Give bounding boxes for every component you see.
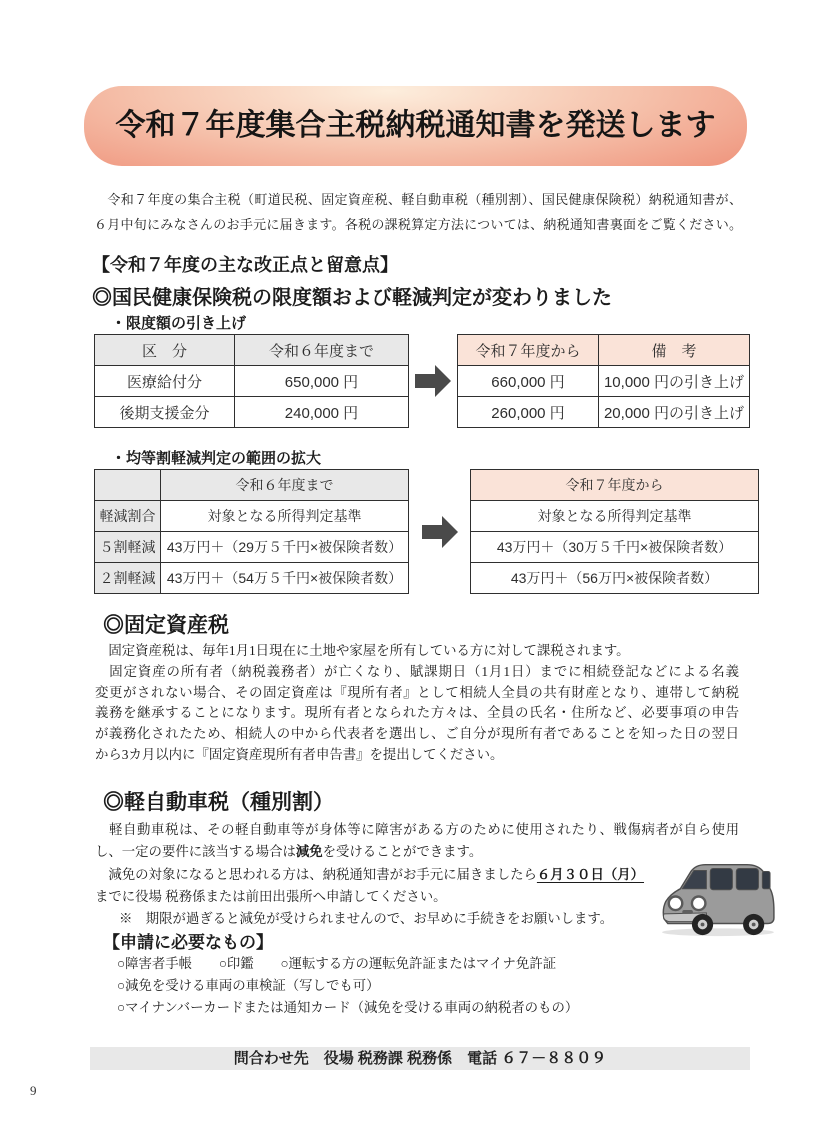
pt-line: 変更がされない場合、その固定資産は『現所有者』として相続人全員の共有財産となり、連帯して納税 [95, 684, 739, 700]
vt-bold-term: 減免 [295, 844, 323, 860]
reduction-before-cell: 43万円＋（54万５千円×被保険者数） [161, 563, 409, 594]
limit-after-cell: 10,000 円の引き上げ [599, 366, 750, 397]
arrow-gap [409, 516, 470, 548]
limit-tables-row [94, 334, 750, 428]
page-title: 令和７年度集合主税納税通知書を発送します [115, 109, 716, 142]
nhi-heading: ◎国民健康保険税の限度額および軽減判定が変わりました [92, 287, 612, 309]
list-item: ○障害者手帳 ○印鑑 ○運転する方の運転免許証またはマイナ免許証 [117, 956, 557, 971]
intro-line-2: ６月中旬にみなさんのお手元に届きます。各税の課税算定方法については、納税通知書裏面をご覧ください。 [94, 217, 742, 232]
right-arrow-icon [422, 516, 458, 548]
pt-line: から3カ月以内に『固定資産現所有者申告書』を提出してください。 [95, 746, 504, 762]
vt-line: までに役場 税務係または前田出張所へ申請してください。 [95, 888, 447, 904]
reduction-expand-label: ・均等割軽減判定の範囲の拡大 [111, 450, 322, 467]
car-icon [652, 856, 782, 938]
reduction-tables-row [94, 469, 759, 594]
limit-before-col2-header: 令和６年度まで [235, 335, 409, 366]
vt-line [95, 841, 739, 863]
contact-bar [90, 1047, 750, 1070]
vt-text: 減免の対象になると思われる方は、納税通知書がお手元に届きましたら [95, 866, 537, 882]
requirements-heading: 【申請に必要なもの】 [103, 933, 273, 952]
vt-deadline-date: ６月３０日（月） [536, 866, 645, 882]
limit-after-cell: 660,000 円 [458, 366, 599, 397]
table-row [471, 563, 759, 594]
table-row [458, 397, 750, 428]
limit-after-cell: 260,000 円 [458, 397, 599, 428]
reduction-after-cell: 43万円＋（30万５千円×被保険者数） [471, 532, 759, 563]
property-tax-paragraph [95, 641, 739, 766]
property-tax-heading: ◎固定資産税 [103, 614, 229, 637]
limit-raise-label: ・限度額の引き上げ [111, 315, 247, 332]
table-row [95, 563, 409, 594]
reduction-before-cell: 対象となる所得判定基準 [161, 501, 409, 532]
reduction-before-table [94, 469, 409, 594]
reduction-after-header: 令和７年度から [471, 470, 759, 501]
pt-line: が義務化されたため、相続人の中から代表者を選出し、ご自分が現所有者であることを知った日の翌日 [95, 726, 739, 742]
limit-after-col1-header: 令和７年度から [458, 335, 599, 366]
intro-line-1: 令和７年度の集合主税（町道民税、固定資産税、軽自動車税（種別割）、国民健康保険税）納税通知書が、 [94, 192, 742, 207]
reduction-before-rowlabel: ５割軽減 [95, 532, 161, 563]
table-row [95, 366, 409, 397]
page-number: 9 [30, 1083, 37, 1098]
limit-before-cell: 医療給付分 [95, 366, 235, 397]
limit-after-col2-header: 備 考 [599, 335, 750, 366]
reduction-before-rowlabel: ２割軽減 [95, 563, 161, 594]
table-row [95, 397, 409, 428]
requirements-list [117, 953, 747, 1019]
reduction-after-table [470, 469, 759, 594]
limit-after-cell: 20,000 円の引き上げ [599, 397, 750, 428]
limit-before-col1-header: 区 分 [95, 335, 235, 366]
revisions-heading: 【令和７年度の主な改正点と留意点】 [92, 255, 398, 275]
reduction-after-cell: 対象となる所得判定基準 [471, 501, 759, 532]
car-illustration [652, 856, 782, 938]
table-row [471, 501, 759, 532]
table-row [471, 532, 759, 563]
reduction-before-corner [95, 470, 161, 501]
vt-line [95, 864, 739, 886]
reduction-before-rowlabel: 軽減割合 [95, 501, 161, 532]
vehicle-tax-paragraph [95, 819, 739, 930]
reduction-after-cell: 43万円＋（56万円×被保険者数） [471, 563, 759, 594]
table-row [95, 501, 409, 532]
limit-after-table [457, 334, 750, 428]
limit-before-cell: 後期支援金分 [95, 397, 235, 428]
vt-text: し、一定の要件に該当する場合は [95, 844, 296, 860]
vehicle-tax-heading: ◎軽自動車税（種別割） [103, 791, 334, 814]
vt-text: を受けることができます。 [322, 844, 483, 860]
table-row [458, 366, 750, 397]
right-arrow-icon [415, 365, 451, 397]
vt-line: 軽自動車税は、その軽自動車等が身体等に障害がある方のために使用されたり、戦傷病者が自ら使用 [95, 822, 739, 837]
arrow-gap [409, 365, 457, 397]
title-banner [84, 86, 747, 166]
reduction-before-cell: 43万円＋（29万５千円×被保険者数） [161, 532, 409, 563]
intro-paragraph [94, 187, 742, 237]
table-row [95, 532, 409, 563]
reduction-before-header: 令和６年度まで [161, 470, 409, 501]
vt-deadline-note: ※ 期限が過ぎると減免が受けられませんので、お早めに手続きをお願いします。 [119, 911, 614, 927]
pt-line: 固定資産の所有者（納税義務者）が亡くなり、賦課期日（1月1日）までに相続登記などによる名義 [95, 663, 739, 679]
limit-before-cell: 650,000 円 [235, 366, 409, 397]
pt-line: 固定資産税は、毎年1月1日現在に土地や家屋を所有している方に対して課税されます。 [95, 643, 630, 658]
pt-line: 義務を継承することになります。現所有者となられた方々は、全員の氏名・住所など、必要事項の申告 [95, 705, 739, 721]
contact-text: 問合わせ先 役場 税務課 税務係 電話 ６７－８８０９ [233, 1050, 607, 1067]
limit-before-table [94, 334, 409, 428]
list-item: ○マイナンバーカードまたは通知カード（減免を受ける車両の納税者のもの） [117, 1000, 579, 1015]
list-item: ○減免を受ける車両の車検証（写しでも可） [117, 978, 380, 993]
limit-before-cell: 240,000 円 [235, 397, 409, 428]
